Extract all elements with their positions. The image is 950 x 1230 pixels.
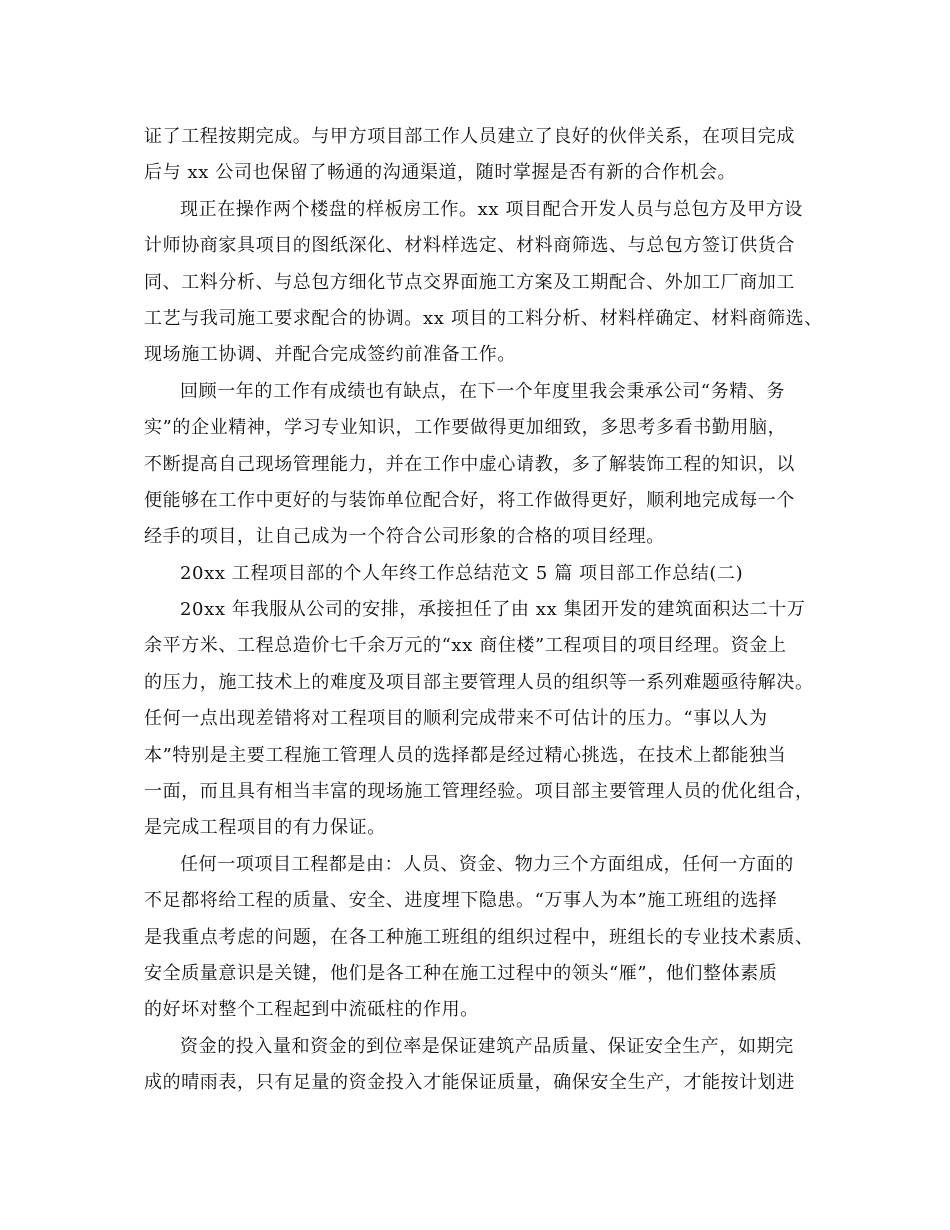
text-line: 任何一点出现差错将对工程项目的顺利完成带来不可估计的压力。“事以人为 xyxy=(144,708,768,730)
text-line: 工艺与我司施工要求配合的协调。xx 项目的工料分析、材料样确定、材料商筛选、 xyxy=(144,307,823,329)
text-line: 成的晴雨表，只有足量的资金投入才能保证质量，确保安全生产，才能按计划进 xyxy=(144,1072,795,1094)
text-line: 任何一项项目工程都是由：人员、资金、物力三个方面组成，任何一方面的 xyxy=(180,853,794,875)
text-line: 现场施工协调、并配合完成签约前准备工作。 xyxy=(144,344,516,366)
text-line: 后与 xx 公司也保留了畅通的沟通渠道，随时掌握是否有新的合作机会。 xyxy=(144,162,737,184)
text-line: 同、工料分析、与总包方细化节点交界面施工方案及工期配合、外加工厂商加工 xyxy=(144,271,795,293)
text-line: 是完成工程项目的有力保证。 xyxy=(144,817,386,839)
text-line: 经手的项目，让自己成为一个符合公司形象的合格的项目经理。 xyxy=(144,526,665,548)
text-line: 现正在操作两个楼盘的样板房工作。xx 项目配合开发人员与总包方及甲方设 xyxy=(180,198,804,220)
text-line: 计师协商家具项目的图纸深化、材料样选定、材料商筛选、与总包方签订供货合 xyxy=(144,235,795,257)
text-line: 不足都将给工程的质量、安全、进度埋下隐患。“万事人为本”施工班组的选择 xyxy=(144,890,778,912)
text-line: 本”特别是主要工程施工管理人员的选择都是经过精心挑选，在技术上都能独当 xyxy=(144,744,787,766)
text-line: 证了工程按期完成。与甲方项目部工作人员建立了良好的伙伴关系，在项目完成 xyxy=(144,126,795,147)
text-line: 一面，而且具有相当丰富的现场施工管理经验。项目部主要管理人员的优化组合， xyxy=(144,781,814,803)
text-line: 回顾一年的工作有成绩也有缺点，在下一个年度里我会秉承公司“务精、务 xyxy=(180,380,785,402)
text-line: 安全质量意识是关键，他们是各工种在施工过程中的领头“雁”，他们整体素质 xyxy=(144,962,778,984)
text-line: 便能够在工作中更好的与装饰单位配合好，将工作做得更好，顺利地完成每一个 xyxy=(144,489,795,511)
text-line: 20xx 工程项目部的个人年终工作总结范文 5 篇 项目部工作总结(二) xyxy=(180,562,744,584)
text-line: 不断提高自己现场管理能力，并在工作中虚心请教，多了解装饰工程的知识，以 xyxy=(144,453,795,475)
text-line: 实”的企业精神，学习专业知识，工作要做得更加细致，多思考多看书勤用脑， xyxy=(144,417,787,439)
text-line: 20xx 年我服从公司的安排，承接担任了由 xx 集团开发的建筑面积达二十万 xyxy=(180,599,806,621)
text-line: 的好坏对整个工程起到中流砥柱的作用。 xyxy=(144,999,479,1021)
text-line: 是我重点考虑的问题，在各工种施工班组的组织过程中，班组长的专业技术素质、 xyxy=(144,926,814,948)
text-line: 资金的投入量和资金的到位率是保证建筑产品质量、保证安全生产，如期完 xyxy=(180,1035,794,1057)
text-line: 的压力，施工技术上的难度及项目部主要管理人员的组织等一系列难题亟待解决。 xyxy=(144,671,814,693)
document-body xyxy=(144,119,824,1102)
text-line: 余平方米、工程总造价七千余万元的“xx 商住楼”工程项目的项目经理。资金上 xyxy=(144,635,787,657)
